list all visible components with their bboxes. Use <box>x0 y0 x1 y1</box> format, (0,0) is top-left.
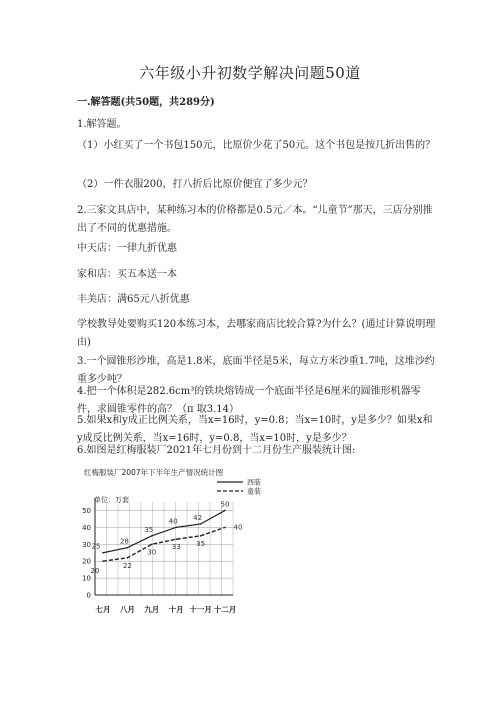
question-2-store-3: 丰美店：满65元八折优惠 <box>77 294 190 305</box>
y-tick-label: 0 <box>86 591 91 600</box>
data-point <box>102 552 104 554</box>
question-1-heading: 1.解答题。 <box>77 119 127 130</box>
data-label: 20 <box>90 567 100 576</box>
data-point <box>175 527 177 529</box>
data-point <box>151 543 153 545</box>
x-tick-label: 八月 <box>119 605 135 614</box>
x-tick-label: 七月 <box>95 605 111 614</box>
data-label: 28 <box>119 537 129 546</box>
data-point <box>200 535 202 537</box>
legend-label: 西装 <box>247 478 261 487</box>
question-4: 4.把一个体积是282.6cm³的铁块熔铸成一个底面半径是6厘米的圆锥形机器零件，求圆锥零件的高？（π 取3.14） <box>77 386 421 415</box>
data-label: 35 <box>196 539 206 548</box>
data-point <box>224 510 226 512</box>
data-label: 35 <box>144 525 154 534</box>
x-tick-label: 十月 <box>168 605 184 614</box>
question-1-part-1: （1）小红买了一个书包150元，比原价少花了50元。这个书包是按几折出售的？ <box>77 140 436 151</box>
chart-series <box>91 500 243 575</box>
legend-label: 童装 <box>247 487 261 496</box>
x-tick-label: 十一月 <box>189 605 212 614</box>
y-tick-label: 20 <box>82 557 91 566</box>
x-tick-label: 九月 <box>144 605 160 614</box>
data-point <box>200 523 202 525</box>
y-tick-label: 30 <box>82 540 91 549</box>
chart-axes <box>82 498 236 614</box>
data-point <box>127 557 129 559</box>
production-line-chart <box>70 462 270 622</box>
data-point <box>127 547 129 549</box>
question-5: 5.如果x和y成正比例关系，当x=16时，y=0.8；当x=10时，y是多少？如果x和y成反比例关系，当x=16时，y=0.8，当x=10时，y是多少？ <box>77 415 433 444</box>
chart-legend <box>217 478 261 496</box>
question-2-intro: 2.三家文具店中，某种练习本的价格都是0.5元／本。“儿童节”那天，三店分别推出了不同的优惠措施。 <box>77 205 433 234</box>
data-label: 22 <box>122 561 132 570</box>
question-3: 3.一个圆锥形沙堆，高是1.8米，底面半径是5米，每立方米沙重1.7吨，这堆沙约重多少吨？ <box>77 356 435 385</box>
chart-grid <box>95 502 233 595</box>
data-label: 33 <box>171 543 181 552</box>
y-tick-label: 40 <box>82 523 91 532</box>
data-label: 42 <box>193 513 203 522</box>
section-heading: 一.解答题(共50题，共289分) <box>77 97 215 108</box>
data-label: 50 <box>220 500 230 509</box>
data-label: 40 <box>168 517 178 526</box>
data-label: 30 <box>147 548 157 557</box>
question-6: 6.如图是红梅服装厂2021年七月份到十二月份生产服装统计图: <box>77 445 356 456</box>
chart-unit-label: 单位：万套 <box>94 496 129 504</box>
x-tick-label: 十二月 <box>213 605 237 614</box>
question-2-store-1: 中天店：一律九折优惠 <box>77 243 177 254</box>
question-1-part-2: （2）一件衣服200，打八折后比原价便宜了多少元？ <box>77 179 313 190</box>
data-label: 25 <box>91 542 101 551</box>
question-2-store-2: 家和店：买五本送一本 <box>77 269 177 280</box>
data-point <box>151 535 153 537</box>
data-point <box>175 538 177 540</box>
data-point <box>224 527 226 529</box>
question-2-question: 学校教导处要购买120本练习本，去哪家商店比较合算?为什么？(通过计算说明理由) <box>77 319 436 348</box>
y-tick-label: 50 <box>82 506 91 515</box>
data-label: 40 <box>233 523 243 532</box>
page-title: 六年级小升初数学解决问题50道 <box>139 64 361 82</box>
data-point <box>102 560 104 562</box>
y-tick-label: 10 <box>82 574 91 583</box>
chart-title: 红梅服装厂2007年下半年生产情况统计图 <box>84 468 224 477</box>
